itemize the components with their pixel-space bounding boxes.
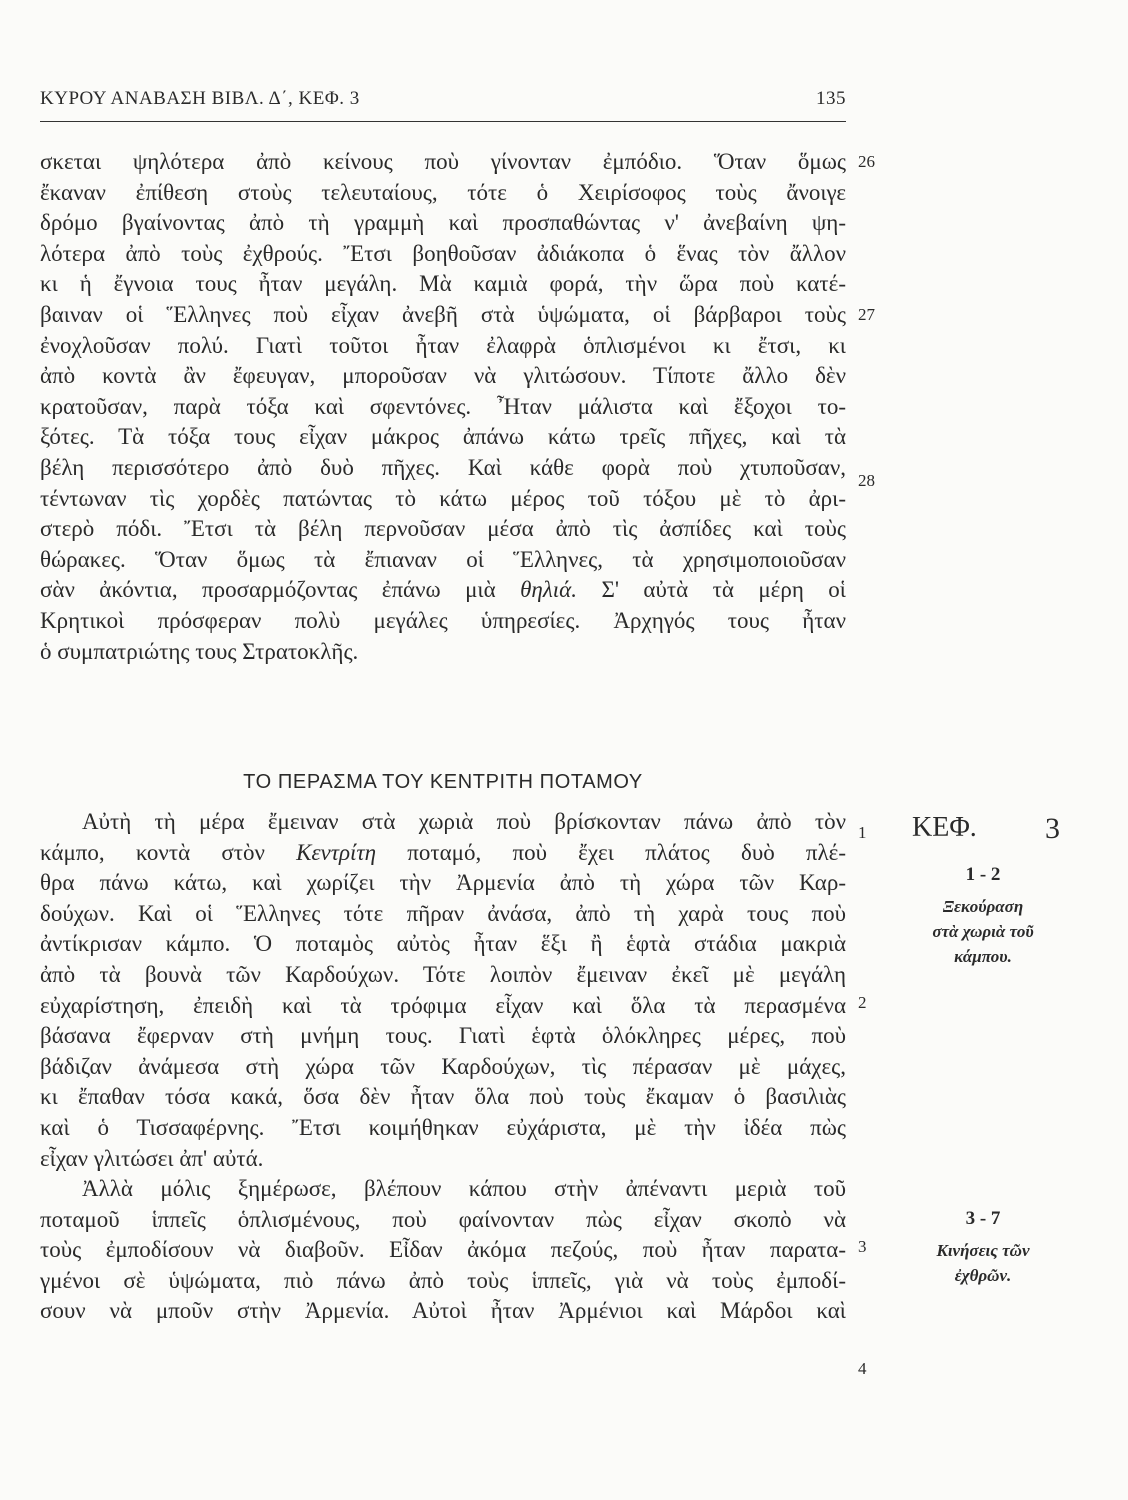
text-line: εἶχαν γλιτώσει ἀπ' αὐτά.: [40, 1145, 264, 1171]
summary-line: στὰ χωριὰ τοῦ: [932, 922, 1034, 941]
text-line: Ἀλλὰ μόλις ξημέρωσε, βλέπουν κάπου στὴν ἀπέναντι μεριὰ τοῦ: [82, 1176, 846, 1201]
text-span: σὰν ἀκόντια, προσαρμόζοντας ἐπάνω μιὰ: [40, 577, 521, 603]
text-line: ὁ συμπατριώτης τους Στρατοκλῆς.: [40, 638, 359, 664]
text-line: δούχων. Καὶ οἱ Ἕλληνες τότε πῆραν ἀνάσα, ἀπὸ τὴ χαρὰ τους ποὺ: [40, 900, 846, 926]
section-range: 3 - 7: [965, 1208, 1001, 1229]
paragraph-number: 2: [858, 993, 867, 1012]
text-span: Σ' αὐτὰ τὰ μέρη οἱ: [577, 577, 846, 603]
chapter-label: ΚΕΦ.: [912, 812, 977, 843]
text-line: βέλη περισσότερο ἀπὸ δυὸ πῆχες. Καὶ κάθε φορὰ ποὺ χτυποῦσαν,: [40, 454, 846, 480]
text-line: κι ἡ ἔγνοια τους ἦταν μεγάλη. Μὰ καμιὰ φορά, τὴν ὥρα ποὺ κατέ-: [40, 271, 846, 297]
section-title: ΤΟ ΠΕΡΑΣΜΑ ΤΟΥ ΚΕΝΤΡΙΤΗ ΠΟΤΑΜΟΥ: [243, 771, 643, 793]
margin-summary: [908, 1238, 1058, 1288]
section-range: 1 - 2: [965, 864, 1001, 885]
text-line: [40, 575, 846, 606]
text-line: κι ἔπαθαν τόσα κακά, ὅσα δὲν ἦταν ὅλα ποὺ τοὺς ἔκαμαν ὁ βασιλιὰς: [40, 1084, 846, 1110]
text-line: θρα πάνω κάτω, καὶ χωρίζει τὴν Ἀρμενία ἀπὸ τὴ χώρα τῶν Καρ-: [40, 870, 846, 896]
running-header: [40, 88, 846, 114]
paragraph-1: [40, 807, 846, 1174]
header-rule: [40, 121, 846, 122]
text-line: τοὺς ἐμποδίσουν νὰ διαβοῦν. Εἶδαν ἀκόμα πεζούς, ποὺ ἦταν παρατα-: [40, 1237, 846, 1263]
top-text-block: [40, 147, 846, 667]
page-number: 135: [816, 88, 846, 109]
text-line: εὐχαρίστηση, ἐπειδὴ καὶ τὰ τρόφιμα εἶχαν καὶ ὅλα τὰ περασμένα: [40, 992, 846, 1018]
text-line: λότερα ἀπὸ τοὺς ἐχθρούς. Ἔτσι βοηθοῦσαν ἀδιάκοπα ὁ ἕνας τὸν ἄλλον: [40, 240, 846, 266]
text-line: ἔκαναν ἐπίθεση στοὺς τελευταίους, τότε ὁ Χειρίσοφος τοὺς ἄνοιγε: [40, 179, 846, 205]
text-line: τέντωναν τὶς χορδὲς πατώντας τὸ κάτω μέρος τοῦ τόξου μὲ τὸ ἀρι-: [40, 485, 846, 511]
summary-line: ἐχθρῶν.: [954, 1266, 1012, 1285]
text-line: ἀπὸ τὰ βουνὰ τῶν Καρδούχων. Τότε λοιπὸν ἔμειναν ἐκεῖ μὲ μεγάλη: [40, 961, 846, 987]
text-line: δρόμο βγαίνοντας ἀπὸ τὴ γραμμὴ καὶ προσπαθώντας ν' ἀνεβαίνη ψη-: [40, 210, 846, 236]
italic-word: Κεντρίτη: [296, 839, 377, 865]
paragraph-number: 26: [858, 152, 875, 171]
summary-line: Κινήσεις τῶν: [936, 1241, 1030, 1260]
text-span: ποταμό, ποὺ ἔχει πλάτος δυὸ πλέ-: [376, 839, 847, 865]
text-line: ποταμοῦ ἱππεῖς ὁπλισμένους, ποὺ φαίνονταν πὼς εἶχαν σκοπὸ νὰ: [40, 1206, 846, 1232]
chapter-number: 3: [1045, 812, 1060, 845]
text-line: βαιναν οἱ Ἕλληνες ποὺ εἶχαν ἀνεβῆ στὰ ὑψώματα, οἱ βάρβαροι τοὺς: [40, 301, 846, 327]
paragraph-2: [40, 1174, 846, 1327]
text-line: ξότες. Τὰ τόξα τους εἶχαν μάκρος ἀπάνω κάτω τρεῖς πῆχες, καὶ τὰ: [40, 424, 846, 450]
text-line: Κρητικοὶ πρόσφεραν πολὺ μεγάλες ὑπηρεσίες. Ἀρχηγός τους ἦταν: [40, 607, 846, 633]
paragraph-number: 27: [858, 305, 875, 324]
text-line: στερὸ πόδι. Ἔτσι τὰ βέλη περνοῦσαν μέσα ἀπὸ τὶς ἀσπίδες καὶ τοὺς: [40, 516, 846, 542]
italic-word: θηλιά.: [520, 577, 577, 603]
paragraph-number: 28: [858, 471, 875, 490]
paragraph-number: 4: [858, 1359, 867, 1378]
text-line: καὶ ὁ Τισσαφέρνης. Ἔτσι κοιμήθηκαν εὐχάριστα, μὲ τὴν ἰδέα πὼς: [40, 1114, 846, 1140]
summary-line: Ξεκούραση: [942, 897, 1024, 916]
chapter-marker: [912, 812, 1060, 846]
text-line: σουν νὰ μποῦν στὴν Ἀρμενία. Αὐτοὶ ἦταν Ἀρμένιοι καὶ Μάρδοι καὶ: [40, 1298, 846, 1324]
text-line: [40, 838, 846, 869]
text-line: βάδιζαν ἀνάμεσα στὴ χώρα τῶν Καρδούχων, τὶς πέρασαν μὲ μάχες,: [40, 1053, 846, 1079]
text-line: βάσανα ἔφερναν στὴ μνήμη τους. Γιατὶ ἑφτὰ ὁλόκληρες μέρες, ποὺ: [40, 1023, 846, 1049]
paragraph-number: 1: [858, 823, 867, 842]
summary-line: κάμπου.: [954, 947, 1012, 966]
text-line: γμένοι σὲ ὑψώματα, πιὸ πάνω ἀπὸ τοὺς ἱππεῖς, γιὰ νὰ τοὺς ἐμποδί-: [40, 1267, 846, 1293]
running-title: ΚΥΡΟΥ ΑΝΑΒΑΣΗ ΒΙΒΛ. Δ΄, ΚΕΦ. 3: [40, 88, 360, 109]
text-line: σκεται ψηλότερα ἀπὸ κείνους ποὺ γίνονταν ἐμπόδιο. Ὅταν ὅμως: [40, 149, 846, 174]
text-line: θώρακες. Ὅταν ὅμως τὰ ἔπιαναν οἱ Ἕλληνες, τὰ χρησιμοποιοῦσαν: [40, 546, 846, 572]
text-line: Αὐτὴ τὴ μέρα ἔμειναν στὰ χωριὰ ποὺ βρίσκονταν πάνω ἀπὸ τὸν: [82, 809, 846, 834]
text-line: κρατοῦσαν, παρὰ τόξα καὶ σφεντόνες. Ἦταν μάλιστα καὶ ἔξοχοι το-: [40, 393, 846, 419]
text-span: κάμπο, κοντὰ στὸν: [40, 839, 297, 865]
text-line: ἀπὸ κοντὰ ἂν ἔφευγαν, μποροῦσαν νὰ γλιτώσουν. Τίποτε ἄλλο δὲν: [40, 363, 846, 389]
paragraph-number: 3: [858, 1237, 867, 1256]
text-line: ἀντίκρισαν κάμπο. Ὁ ποταμὸς αὐτὸς ἦταν ἕξι ἢ ἑφτὰ στάδια μακριὰ: [40, 931, 846, 957]
margin-summary: [908, 894, 1058, 969]
text-line: ἐνοχλοῦσαν πολύ. Γιατὶ τοῦτοι ἦταν ἐλαφρὰ ὁπλισμένοι κι ἔτσι, κι: [40, 332, 846, 358]
